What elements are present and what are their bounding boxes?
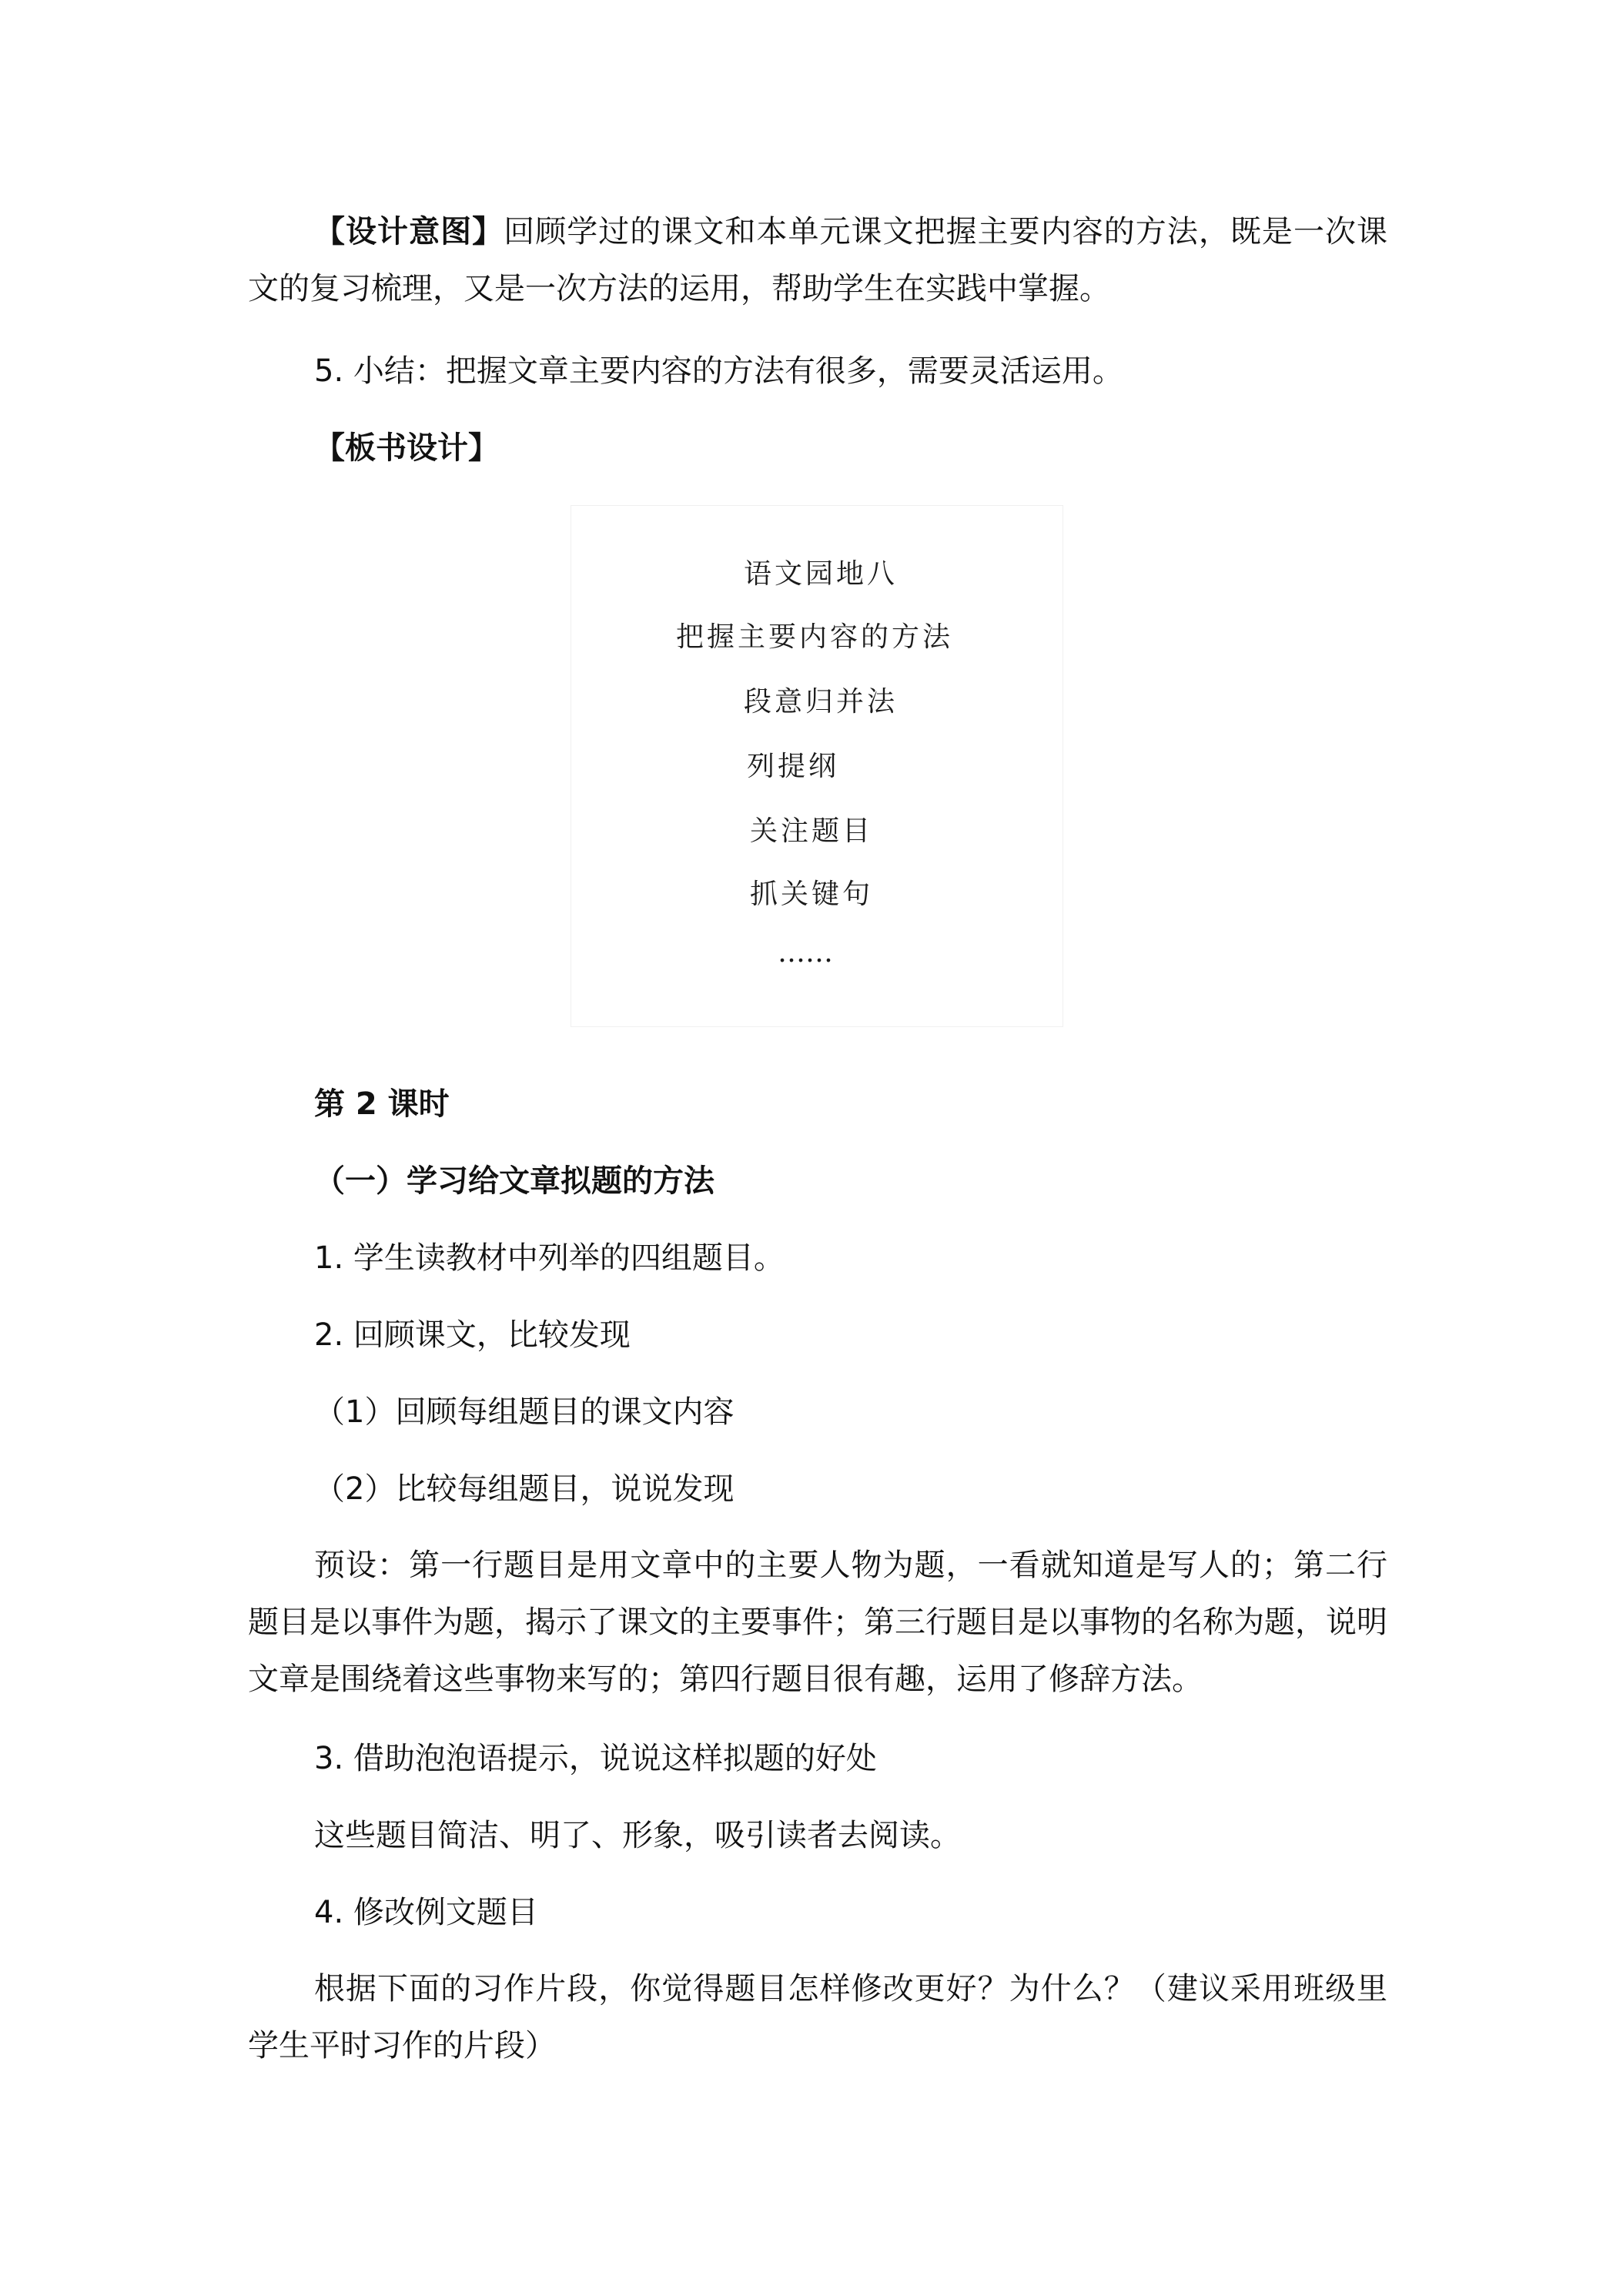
board-item-ellipsis: …… [778, 937, 833, 969]
question-paragraph: 根据下面的习作片段，你觉得题目怎样修改更好？为什么？（建议采用班级里学生平时习作的片段） [248, 1971, 1387, 2063]
board-title: 语文园地八 [744, 558, 899, 590]
step-1: 1. 学生读教材中列举的四组题目。 [314, 1240, 785, 1276]
board-item: 列提纲 [747, 751, 840, 782]
lesson-heading: 第 2 课时 [314, 1086, 450, 1122]
step-2-sub-2: （2）比较每组题目，说说发现 [314, 1471, 735, 1507]
design-intent-paragraph [248, 203, 1387, 317]
step-3: 3. 借助泡泡语提示，说说这样拟题的好处 [314, 1741, 877, 1776]
board-design-image [571, 505, 1063, 1027]
step-4: 4. 修改例文题目 [314, 1895, 538, 1930]
section-heading: （一）学习给文章拟题的方法 [314, 1163, 714, 1199]
board-subtitle: 把握主要内容的方法 [676, 621, 954, 653]
preset-paragraph: 预设：第一行题目是用文章中的主要人物为题，一看就知道是写人的；第二行题目是以事件为题，揭示了课文的主要事件；第三行题目是以事物的名称为题，说明文章是围绕着这些事物来写的；第四行题目很有趣，运用了修辞方法。 [248, 1548, 1387, 1697]
summary-line: 5. 小结：把握文章主要内容的方法有很多，需要灵活运用。 [314, 353, 1123, 389]
benefit-line: 这些题目简洁、明了、形象，吸引读者去阅读。 [314, 1818, 961, 1853]
board-design-heading: 【板书设计】 [314, 430, 499, 466]
board-item: 段意归并法 [744, 686, 899, 718]
design-intent-label: 【设计意图】 [314, 214, 504, 249]
step-2-sub-1: （1）回顾每组题目的课文内容 [314, 1394, 735, 1430]
design-intent-text: 回顾学过的课文和本单元课文把握主要内容的方法，既是一次课文的复习梳理，又是一次方法的运用，帮助学生在实践中掌握。 [248, 214, 1388, 306]
board-item: 抓关键句 [750, 879, 874, 910]
board-item: 关注题目 [750, 815, 874, 847]
step-2: 2. 回顾课文，比较发现 [314, 1317, 631, 1353]
